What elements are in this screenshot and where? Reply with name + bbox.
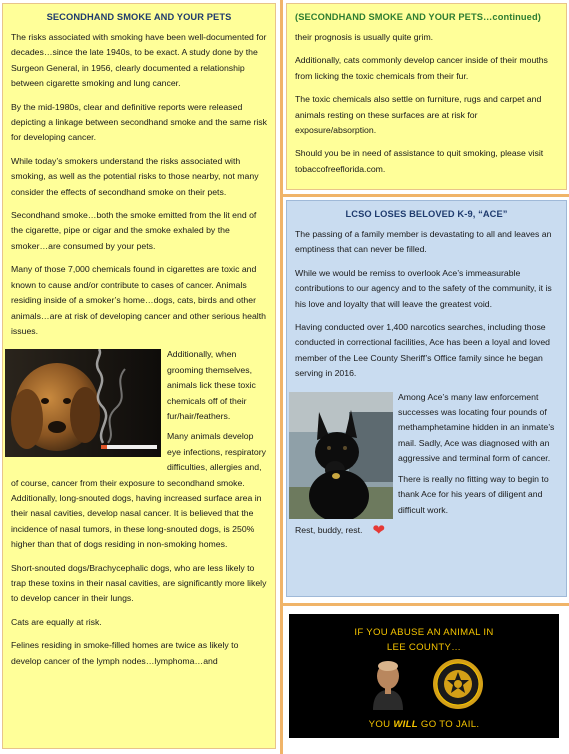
article-paragraph: By the mid-1980s, clear and definitive reports were released depicting a linkage between secondhand smoke and the same risk for developing cancer. — [11, 101, 267, 143]
article-paragraph: Among Ace’s many law enforcement successes was locating four pounds of methamphetamine hidden in an inmate’s mail. Sadly, Ace was diagnosed with an aggressive and terminal form of cancer. — [398, 391, 555, 464]
animal-abuse-ad — [289, 614, 559, 738]
ad-headline-line1: IF YOU ABUSE AN ANIMAL IN — [354, 627, 494, 638]
heart-icon: ❤ — [372, 521, 386, 539]
article-paragraph: The passing of a family member is devastating to all and leaves an emptiness that can never be filled. — [295, 229, 552, 255]
secondhand-smoke-continued — [286, 3, 567, 190]
article-paragraph: Additionally, cats commonly develop cancer inside of their mouths from licking the toxic chemicals from their fur. — [295, 55, 548, 81]
article-paragraph: The risks associated with smoking have been well-documented for decades…since the late 1940s, to be exact. A study done by the Surgeon General, in 1956, clearly documented a relationship between cigarette smoking and lung cancer. — [11, 32, 267, 89]
article-paragraph: Short-snouted dogs/Brachycephalic dogs, who are less likely to trap these toxins in their nasal cavities, are significantly more likely to develop cancer in their lungs. — [11, 562, 267, 604]
article-paragraph: Secondhand smoke…both the smoke emitted from the lit end of the cigarette, pipe or cigar and the smoke exhaled by the smoker…are consumed by your pets. — [11, 210, 257, 251]
article-paragraph: Having conducted over 1,400 narcotics searches, including those conducted in correctional facilities, Ace has been a loyal and loved member of the Lee County Sheriff’s Office family since he began serving in 2016. — [295, 322, 550, 379]
article-paragraph: While we would be remiss to overlook Ace’s immeasurable contributions to our agency and to the safety of the community, it is his love and loyalty that will leave the greatest void. — [295, 267, 552, 309]
section-divider-bottom — [283, 603, 569, 606]
article-title: SECONDHAND SMOKE AND YOUR PETS — [46, 12, 232, 22]
ace-tribute-article — [286, 200, 567, 597]
article-paragraph: Should you be in need of assistance to quit smoking, please visit tobaccofreeflorida.com. — [295, 148, 544, 174]
article-paragraph: Many of those 7,000 chemicals found in cigarettes are toxic and known to cause and/or contribute to cases of cancer. Animals residing inside of a smoker’s home…dogs, cats, birds and other animals…are at risk of developing cancer and other serious health issues. — [11, 264, 266, 336]
closing-line — [295, 523, 558, 538]
ad-tagline-suffix: GO TO JAIL. — [417, 719, 480, 730]
ad-headline — [289, 625, 559, 655]
ad-tagline-prefix: YOU — [368, 719, 394, 730]
article-paragraph: Many animals develop eye infections, respiratory difficulties, allergies and, of course, cancer from their exposure to secondhand smoke. Additionally, long-snouted dogs, having increased surface area in their nasal cavities, develop nasal cancer. It is believed that the incidence of nasal tumors, in these long-snouted dogs, is 250% higher than that of dogs residing in non-smoking homes. — [11, 431, 266, 550]
ad-headline-line2: LEE COUNTY… — [386, 642, 462, 653]
article-paragraph: Additionally, when grooming themselves, animals lick these toxic chemicals off of their fur/hair/feathers. — [167, 349, 256, 421]
ad-tagline — [289, 719, 559, 730]
article-paragraph: their prognosis is usually quite grim. — [295, 32, 434, 42]
ace-title: LCSO LOSES BELOVED K-9, “ACE” — [345, 209, 508, 219]
column-divider — [280, 0, 283, 754]
continued-title: (SECONDHAND SMOKE AND YOUR PETS…continued) — [295, 12, 541, 22]
ad-tagline-emphasis: WILL — [393, 719, 418, 730]
article-paragraph: There is really no fitting way to begin to thank Ace for his years of diligent and difficult work. — [398, 473, 549, 515]
section-divider-top — [283, 194, 569, 197]
ace-k9-photo — [289, 392, 393, 519]
closing-text: Rest, buddy, rest. — [295, 524, 363, 535]
article-paragraph: Felines residing in smoke-filled homes are twice as likely to develop cancer of the lymph nodes…lymphoma…and — [11, 640, 239, 666]
article-paragraph: Cats are equally at risk. — [11, 616, 102, 627]
article-paragraph: The toxic chemicals also settle on furniture, rugs and carpet and animals resting on these surfaces are at risk for exposure/absorption. — [295, 94, 542, 136]
sheriff-badge-icon — [432, 658, 484, 710]
sheriff-portrait — [371, 658, 405, 710]
article-paragraph: While today’s smokers understand the risks associated with smoking, as well as the potential risks to those nearby, not many consider the effects of secondhand smoke on their pets. — [11, 155, 259, 197]
secondhand-smoke-article — [2, 3, 276, 749]
dog-with-smoke-photo — [5, 349, 161, 457]
